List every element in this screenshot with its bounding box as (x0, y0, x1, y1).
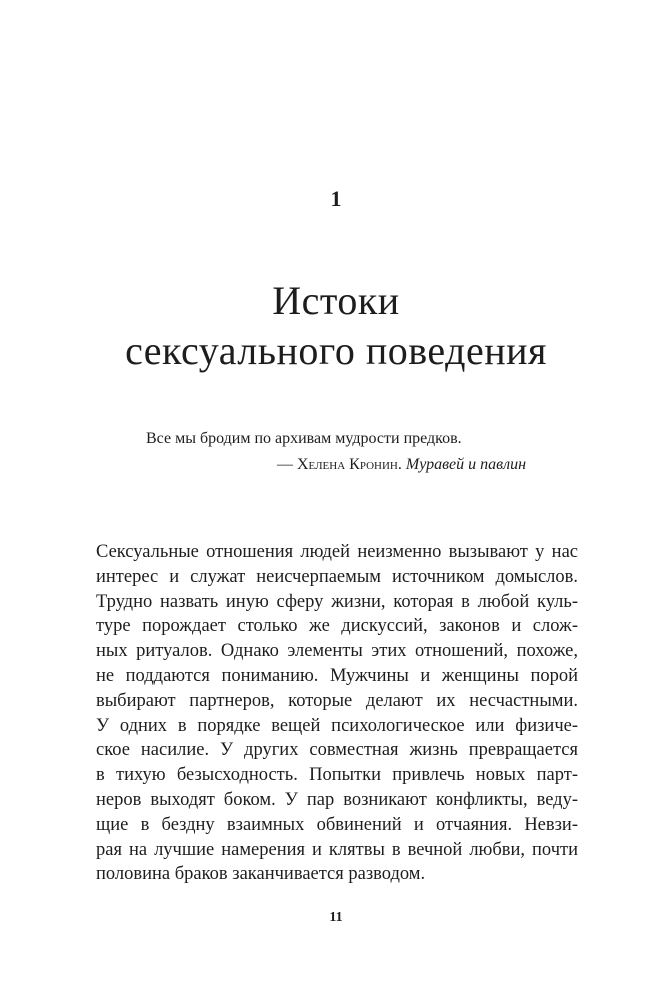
body-paragraph (96, 540, 578, 887)
body-line: Сексуальные отношения людей неизменно вызывают у нас (96, 542, 578, 562)
body-line: неров выходят боком. У пар возникают конфликты, веду- (96, 789, 578, 810)
body-line: У одних в порядке вещей психологическое или физиче- (96, 715, 578, 736)
chapter-title-line-1: Истоки (272, 278, 400, 323)
epigraph-attribution (146, 452, 526, 478)
body-line: туре порождает столько же дискуссий, законов и слож- (96, 616, 578, 637)
body-line: ных ритуалов. Однако элементы этих отношений, похоже, (96, 641, 578, 662)
body-line: интерес и служат неисчерпаемым источником домыслов. (96, 566, 578, 587)
epigraph-quote: Все мы бродим по архивам мудрости предков. (146, 430, 462, 447)
chapter-title (0, 276, 672, 376)
chapter-number: 1 (330, 186, 342, 211)
body-line: щие в бездну взаимных обвинений и отчаяния. Невзи- (96, 814, 578, 835)
body-line: не поддаются пониманию. Мужчины и женщины порой (96, 665, 578, 686)
body-line: половина браков заканчивается разводом. (96, 864, 426, 885)
epigraph (146, 426, 526, 478)
chapter-title-line-2: сексуального поведения (125, 328, 547, 373)
body-line: выбирают партнеров, которые делают их несчастными. (96, 690, 578, 711)
epigraph-author: Хелена Кронин. (296, 456, 402, 473)
body-line: Трудно назвать иную сферу жизни, которая в любой куль- (96, 591, 578, 612)
body-line: ское насилие. У других совместная жизнь превращается (96, 740, 578, 761)
body-line: рая на лучшие намерения и клятвы в вечной любви, почти (96, 839, 578, 860)
page-number: 11 (329, 910, 343, 925)
epigraph-source: Муравей и павлин (405, 456, 526, 473)
epigraph-dash: — (276, 456, 297, 473)
body-line: в тихую безысходность. Попытки привлечь новых парт- (96, 765, 578, 786)
